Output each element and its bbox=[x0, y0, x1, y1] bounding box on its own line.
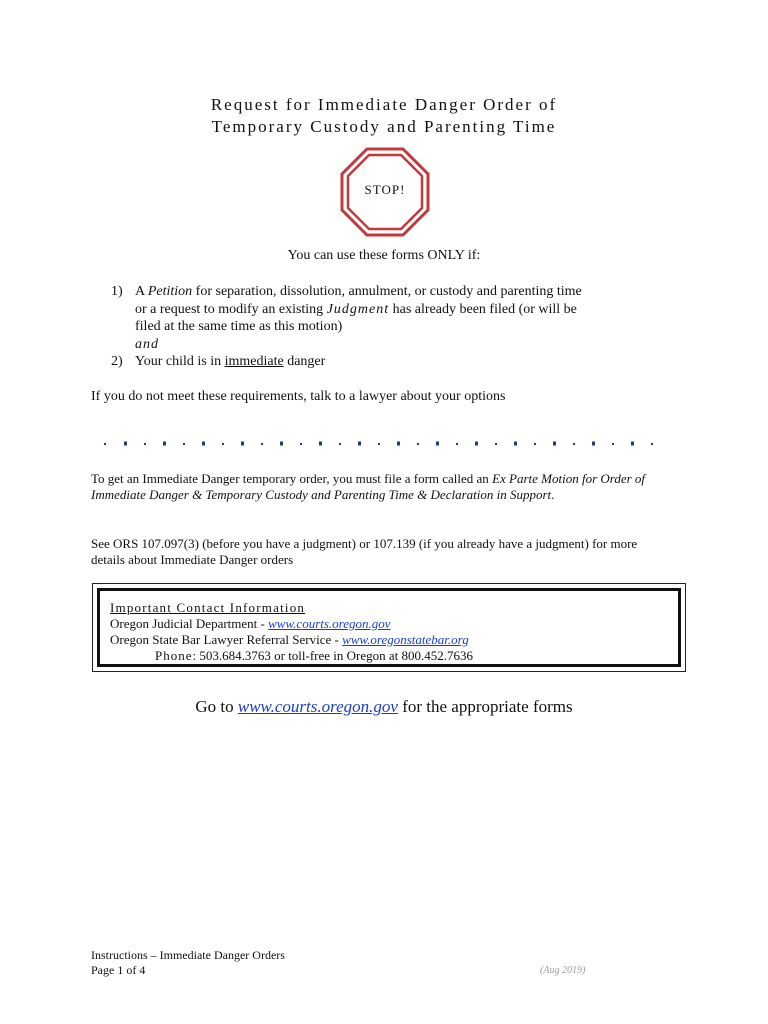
and-text: and bbox=[135, 336, 159, 352]
forms-cta bbox=[0, 697, 768, 717]
stop-sign-label: STOP! bbox=[364, 182, 406, 197]
requirement-1-line-2 bbox=[111, 301, 582, 319]
immediate-term: immediate bbox=[224, 354, 284, 369]
requirement-1-text: for separation, dissolution, annulment, or custody and parenting time bbox=[192, 284, 582, 299]
and-conjunction bbox=[111, 336, 582, 354]
requirement-1-line-2-suffix: has already been filed (or will be bbox=[389, 301, 577, 317]
order-instructions bbox=[91, 471, 671, 504]
requirement-item-1 bbox=[111, 283, 582, 301]
page-title-line-1: Request for Immediate Danger Order of bbox=[210, 95, 558, 114]
ojd-label: Oregon Judicial Department - bbox=[110, 616, 269, 631]
contact-info-content bbox=[110, 600, 473, 664]
warning-text: If you do not meet these requirements, talk to a lawyer about your options bbox=[91, 389, 506, 404]
page-footer bbox=[91, 948, 285, 978]
contact-heading: Important Contact Information bbox=[110, 600, 306, 615]
forms-link[interactable]: www.courts.oregon.gov bbox=[237, 697, 398, 716]
requirement-1-line-2-prefix: or a request to modify an existing bbox=[135, 301, 327, 317]
intro-text: You can use these forms ONLY if: bbox=[287, 248, 481, 263]
requirement-number-1: 1) bbox=[111, 284, 123, 299]
order-instructions-text: To get an Immediate Danger temporary order, you must file a form called an bbox=[91, 471, 493, 486]
ojd-line bbox=[110, 616, 473, 632]
requirement-1-prefix: A bbox=[135, 284, 148, 299]
revision-date: (Aug 2019) bbox=[540, 965, 586, 976]
requirement-2-prefix: Your child is in bbox=[135, 354, 225, 369]
requirement-2-suffix: danger bbox=[283, 354, 326, 369]
requirement-1-line-3: filed at the same time as this motion) bbox=[135, 319, 343, 334]
forms-cta-suffix: for the appropriate forms bbox=[397, 697, 573, 716]
requirement-number-2: 2) bbox=[111, 354, 123, 369]
requirement-item-2 bbox=[111, 353, 582, 371]
dotted-divider bbox=[104, 440, 664, 448]
contact-info-inner-border bbox=[97, 588, 681, 667]
ojd-link[interactable]: www.courts.oregon.gov bbox=[268, 616, 391, 631]
phone-numbers: : 503.684.3763 or toll-free in Oregon at 800.452.7636 bbox=[192, 648, 474, 663]
phone-line bbox=[110, 648, 473, 664]
forms-cta-prefix: Go to bbox=[195, 697, 238, 716]
page-title-line-2: Temporary Custody and Parenting Time bbox=[211, 117, 557, 136]
petition-term: Petition bbox=[147, 284, 193, 299]
order-instructions-period: . bbox=[551, 487, 555, 503]
osb-label: Oregon State Bar Lawyer Referral Service - bbox=[110, 632, 343, 647]
ors-reference: See ORS 107.097(3) (before you have a judgment) or 107.139 (if you already have a judgment) for more details about Immediate Danger orders bbox=[91, 536, 638, 568]
osb-link[interactable]: www.oregonstatebar.org bbox=[342, 632, 469, 647]
form-name: Ex Parte Motion for Order of Immediate Danger & Temporary Custody and Parenting Time & Declaration in Support bbox=[91, 471, 646, 503]
requirements-list bbox=[111, 283, 582, 371]
osb-line bbox=[110, 632, 473, 648]
footer-page-number: Page 1 of 4 bbox=[91, 963, 146, 977]
footer-doc-title: Instructions – Immediate Danger Orders bbox=[91, 948, 285, 962]
judgment-term: Judgment bbox=[326, 301, 390, 317]
contact-info-box bbox=[92, 583, 686, 672]
phone-label: Phone bbox=[155, 648, 193, 663]
stop-sign-icon bbox=[340, 147, 430, 237]
